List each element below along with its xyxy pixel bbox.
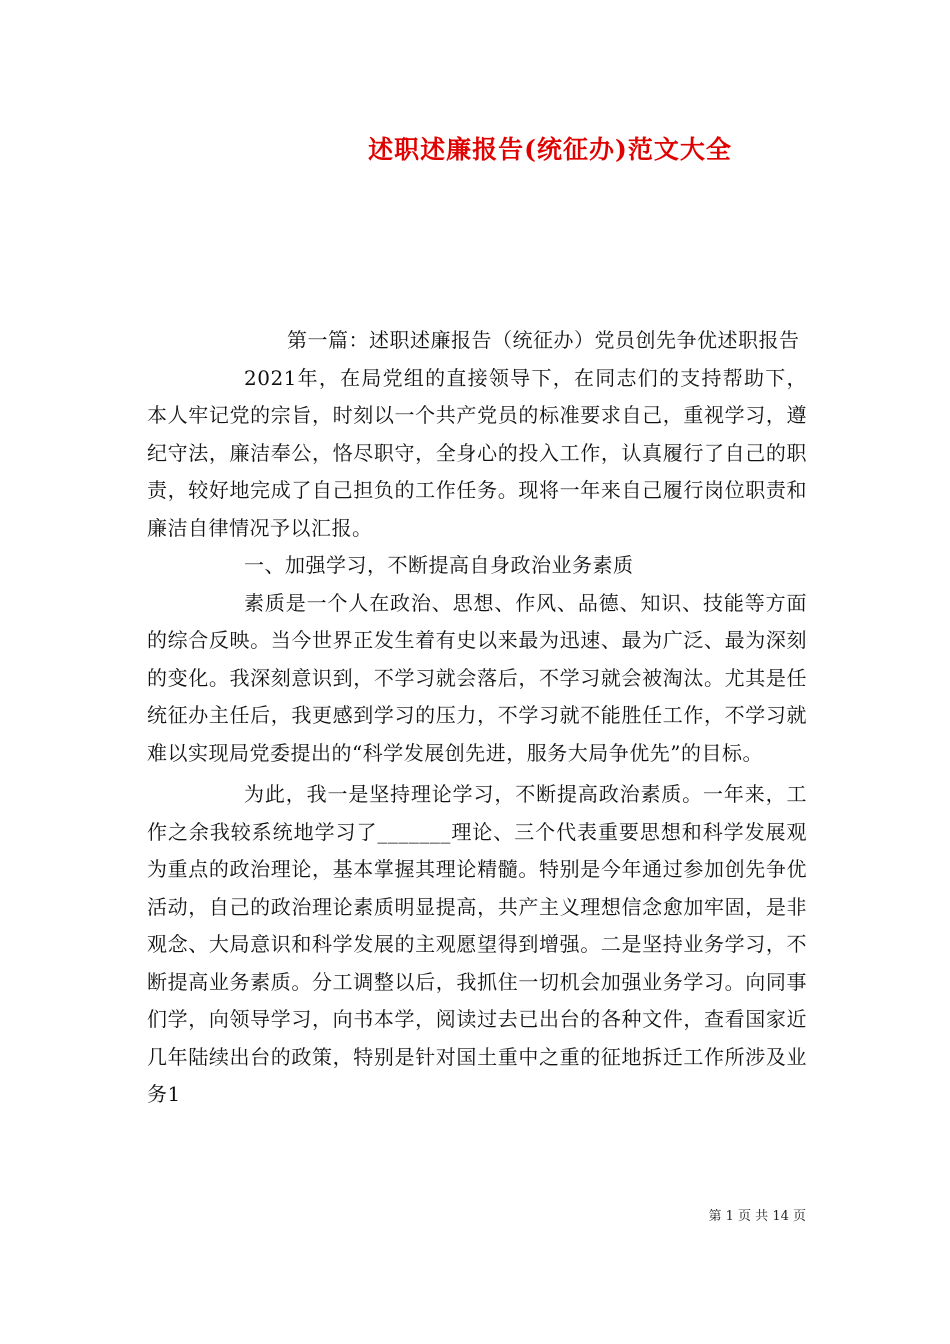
subsection-heading: 一、加强学习，不断提高自身政治业务素质	[244, 553, 634, 577]
page-number: 第 1 页 共 14 页	[708, 1209, 806, 1224]
body-paragraph: 为此，我一是坚持理论学习，不断提高政治素质。一年来，工作之余我较系统地学习了_______理论、三个代表重要思想和科学发展观为重点的政治理论，基本掌握其理论精髓。特别是今年通过参加创先争优活动，自己的政治理论素质明显提高，共产主义理想信念愈加牢固，是非观念、大局意识和科学发展的主观愿望得到增强。二是坚持业务学习，不断提高业务素质。分工调整以后，我抓住一切机会加强业务学习。向同事们学，向领导学习，向书本学，阅读过去已出台的各种文件，查看国家近几年陆续出台的政策，特别是针对国土重中之重的征地拆迁工作所涉及业务1	[147, 782, 807, 1106]
document-title: 述职述廉报告(统征办)范文大全	[368, 135, 732, 164]
intro-paragraph: 2021年，在局党组的直接领导下，在同志们的支持帮助下，本人牢记党的宗旨，时刻以一个共产党员的标准要求自己，重视学习，遵纪守法，廉洁奉公，恪尽职守，全身心的投入工作，认真履行了自己的职责，较好地完成了自己担负的工作任务。现将一年来自己履行岗位职责和廉洁自律情况予以汇报。	[147, 365, 807, 540]
body-paragraph: 素质是一个人在政治、思想、作风、品德、知识、技能等方面的综合反映。当今世界正发生着有史以来最为迅速、最为广泛、最为深刻的变化。我深刻意识到，不学习就会落后，不学习就会被淘汰。尤其是任统征办主任后，我更感到学习的压力，不学习就不能胜任工作，不学习就难以实现局党委提出的“科学发展创先进，服务大局争优先”的目标。	[147, 590, 807, 765]
section-heading-paragraph: 第一篇：述职述廉报告（统征办）党员创先争优述职报告	[287, 328, 800, 352]
document-body	[147, 322, 807, 1114]
